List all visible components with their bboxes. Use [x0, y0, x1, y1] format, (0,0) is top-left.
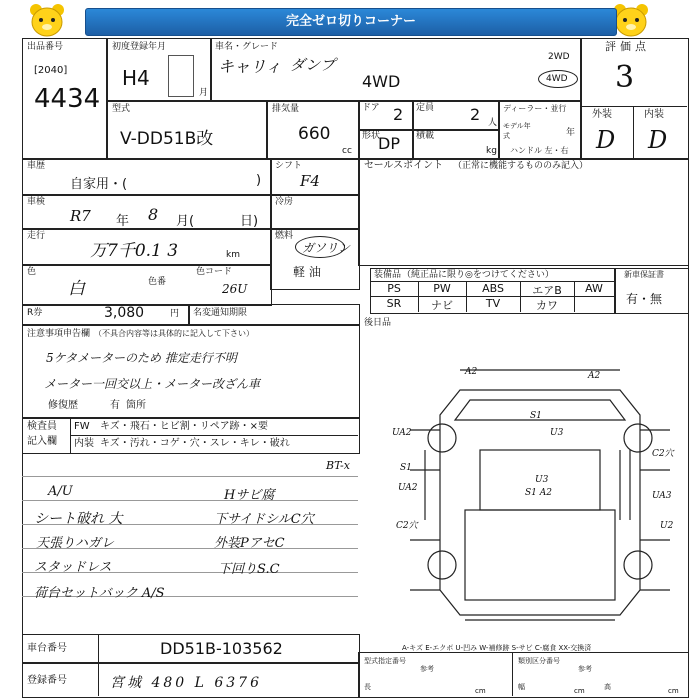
month-box: [168, 55, 194, 97]
sales-point-label: セールスポイント: [364, 160, 444, 171]
comment-1: A/U: [48, 484, 73, 499]
fuel-value: ガソリン: [302, 241, 351, 255]
length-label: 長: [364, 683, 371, 691]
model-value: V-DD51B改: [120, 129, 214, 149]
mark-ua2-1: UA2: [392, 428, 412, 438]
handle-label: ハンドル 左・右: [510, 146, 569, 155]
bt-note: BT-x: [326, 459, 350, 472]
width-label: 幅: [518, 683, 525, 691]
mark-a2-2: A2: [588, 371, 601, 381]
cc-unit: cc: [342, 146, 352, 156]
length-cm: cm: [475, 687, 486, 695]
inspection-box: [22, 194, 272, 230]
color-code-value: 26U: [222, 282, 248, 296]
repair-close: 箇所: [126, 400, 146, 411]
notes-sub: （不具合内容等は具体的に記入して下さい）: [94, 329, 254, 338]
comment-4: スタッドレス: [34, 560, 112, 575]
mark-ua2-2: UA2: [398, 483, 418, 493]
class-ref: 参考: [578, 665, 592, 673]
registration-number-label: 登録番号: [27, 675, 67, 686]
mark-a2-1: A2: [465, 367, 478, 377]
mark-c2-2: C2穴: [396, 521, 418, 531]
sales-point-note: （正常に機能するもののみ記入）: [453, 161, 589, 171]
color-value: 白: [68, 279, 85, 299]
inspection-day-unit: 日): [240, 214, 259, 229]
later-items-label: 後日品: [364, 318, 392, 328]
opt-2wd: 2WD: [548, 52, 570, 62]
warranty-label: 新車保証書: [624, 270, 664, 279]
opt-4wd: 4WD: [546, 74, 568, 84]
mark-u3-1: U3: [550, 428, 564, 438]
mark-s1-2: S1: [400, 463, 412, 473]
year-unit: 年: [566, 128, 576, 138]
equip-navi: ナビ: [431, 299, 453, 312]
sales-point-box: [358, 158, 689, 266]
body-label: 形状: [362, 131, 381, 141]
std-ref: 参考: [420, 665, 434, 673]
equip-ps: PS: [387, 282, 401, 295]
exterior-label: 外装: [592, 109, 612, 120]
interior-label: 内装: [644, 109, 664, 120]
height-cm: cm: [668, 687, 679, 695]
inspection-month-unit: 月(: [176, 214, 195, 229]
model-year-label: モデル年式: [503, 122, 531, 140]
mileage-label: 走行: [27, 231, 46, 241]
doors-value: 2: [393, 105, 404, 124]
doors-label: ドア: [362, 103, 380, 113]
bear-mascot-left-icon: [28, 2, 66, 38]
session-number: [2040]: [34, 65, 68, 76]
body-value: DP: [378, 134, 400, 153]
dealer-label: ディーラー・並行: [503, 104, 567, 113]
load-label: 積載: [416, 131, 435, 141]
capacity-value: 2: [470, 105, 481, 124]
fw-label: FW: [74, 421, 90, 432]
lot-number: 4434: [34, 84, 101, 114]
history-label: 車歴: [27, 161, 46, 171]
warranty-value: 有・無: [626, 292, 663, 306]
history-box: [22, 158, 272, 196]
equip-airbag: エアB: [532, 284, 562, 297]
displacement-label: 排気量: [272, 104, 300, 114]
equipment-note: （純正品に限り◎をつけてください）: [402, 270, 554, 280]
recycle-unit: 円: [170, 309, 180, 319]
color-number-label: 色番: [148, 277, 167, 287]
score-value: 3: [615, 60, 635, 95]
mark-c2-1: C2穴: [652, 449, 674, 459]
mark-u3-2: U3: [535, 475, 549, 485]
comment-2: シート破れ 大: [34, 511, 123, 527]
inspection-month: 8: [148, 205, 159, 224]
class-number-label: 類別区分番号: [518, 657, 560, 665]
repair-label: 修復歴: [48, 400, 78, 411]
comment-3: 天張りハガレ: [36, 536, 115, 551]
chassis-label: 車台番号: [27, 643, 67, 654]
notes-line-2: メーター一回交以上・メーター改ざん車: [44, 377, 261, 391]
inspector-label-2: 記入欄: [27, 436, 57, 447]
mark-s1-1: S1: [530, 411, 542, 421]
history-close: ): [256, 173, 262, 188]
chassis-value: DD51B-103562: [160, 639, 283, 658]
model-label: 型式: [112, 104, 131, 114]
fw-items: キズ・飛石・ヒビ割・リペア跡・×要: [100, 421, 268, 432]
equip-tv: TV: [485, 297, 501, 310]
ac-label: 冷房: [275, 197, 294, 207]
notes-line-1: 5ケタメーターのため 推定走行不明: [46, 351, 237, 365]
color-code-label: 色コード: [196, 267, 233, 277]
color-label: 色: [27, 267, 37, 277]
comment-right-2: 下サイドシルC穴: [214, 512, 314, 527]
score-label: 評価点: [605, 40, 650, 53]
shift-value: F4: [300, 172, 320, 190]
name-label: 車名・グレード: [215, 42, 279, 52]
memo-label: 名変通知期限: [193, 308, 248, 318]
registration-label: 初度登録年月: [112, 42, 167, 52]
interior-grade: D: [648, 126, 668, 154]
std-number-label: 型式指定番号: [364, 657, 406, 665]
kg-unit: kg: [486, 146, 497, 156]
mark-ua3: UA3: [652, 491, 672, 501]
inspection-year-unit: 年: [116, 214, 130, 229]
vehicle-name: キャリィ: [218, 57, 282, 76]
fuel-alt: 軽 油: [293, 265, 321, 279]
vehicle-damage-diagram: [390, 360, 685, 630]
interior-items-label: 内装: [74, 438, 94, 449]
mark-u2: U2: [660, 521, 674, 531]
history-value: 自家用・(: [70, 177, 128, 192]
inspector-label: 検査員: [27, 421, 57, 432]
notes-label: 注意事項申告欄: [27, 329, 91, 339]
comment-right-4: 下回りS.C: [218, 562, 280, 577]
displacement-value: 660: [298, 124, 331, 144]
inspection-era: R7: [70, 207, 91, 225]
recycle-value: 3,080: [104, 305, 145, 321]
registration-number-value: 宮城 480 L 6376: [110, 675, 262, 691]
damage-legend: A-キズ E-エクボ U-凹み W-補修跡 S-サビ C-腐食 XX-交換済: [402, 644, 592, 652]
comment-right-3: 外装PアセC: [214, 536, 285, 551]
comment-5: 荷台セットバック A/S: [34, 586, 165, 601]
equip-pw: PW: [433, 282, 451, 295]
header-title: 完全ゼロ切りコーナー: [85, 8, 617, 36]
fuel-label: 燃料: [275, 231, 294, 241]
equip-aw: AW: [585, 282, 603, 295]
equipment-label: 装備品: [374, 270, 402, 280]
equip-abs: ABS: [482, 282, 504, 295]
capacity-label: 定員: [416, 103, 435, 113]
repair-value: 有: [110, 400, 120, 411]
equip-leather: カワ: [536, 299, 558, 312]
interior-items: キズ・汚れ・コゲ・穴・スレ・キレ・破れ: [100, 438, 290, 449]
exterior-grade: D: [596, 126, 616, 154]
recycle-label: R券: [27, 308, 43, 318]
registration-year: H4: [122, 66, 150, 90]
bear-mascot-right-icon: [612, 2, 650, 38]
mileage-value: 万7千0.1 3: [90, 241, 179, 261]
width-cm: cm: [574, 687, 585, 695]
shift-label: シフト: [275, 161, 303, 171]
comment-right-1: Hサビ腐: [224, 488, 275, 503]
vehicle-grade: ダンプ: [290, 56, 336, 74]
equip-sr: SR: [386, 297, 402, 310]
person-unit: 人: [488, 118, 498, 128]
mark-s1-3: S1 A2: [525, 488, 552, 498]
height-label: 高: [604, 683, 611, 691]
lot-label: 出品番号: [27, 42, 64, 52]
month-unit: 月: [199, 88, 209, 98]
inspection-label: 車検: [27, 197, 46, 207]
vehicle-drive: 4WD: [362, 72, 401, 91]
mileage-unit: km: [226, 250, 240, 260]
